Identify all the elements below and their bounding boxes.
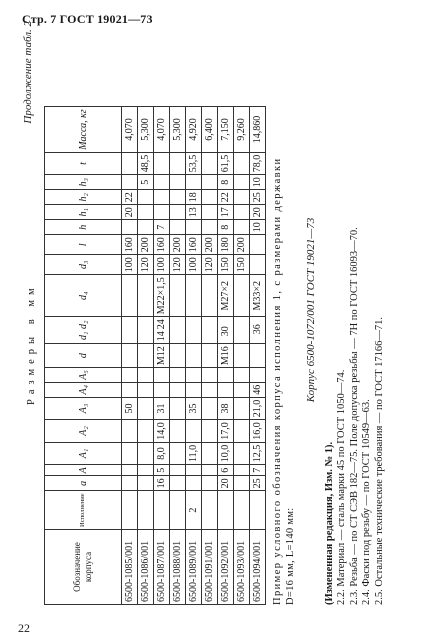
cell-l: 200	[234, 235, 250, 255]
cell-A4	[218, 382, 234, 397]
cell-d1d2	[186, 317, 202, 344]
cell-t	[154, 152, 170, 175]
cell-l: 160	[186, 235, 202, 255]
cell-A2	[122, 420, 138, 443]
cell-a	[138, 476, 154, 491]
cell-a	[122, 476, 138, 491]
cell-d3: 120	[170, 255, 186, 275]
cell-A3	[202, 397, 218, 420]
table-row	[122, 107, 138, 605]
cell-A5	[154, 368, 170, 383]
cell-h: 10	[250, 220, 266, 235]
cell-A1	[122, 442, 138, 465]
col-l: l	[45, 235, 122, 255]
cell-A3: 38	[218, 397, 234, 420]
cell-A1: 10,0	[218, 442, 234, 465]
cell-A: 6	[218, 465, 234, 476]
cell-d1d2	[234, 317, 250, 344]
cell-A5	[202, 368, 218, 383]
cell-A1	[138, 442, 154, 465]
cell-d3: 150	[218, 255, 234, 275]
page-number: 22	[18, 621, 30, 635]
cell-l: 160	[122, 235, 138, 255]
table-row	[138, 107, 154, 605]
cell-A5	[250, 368, 266, 383]
cell-d1d2	[138, 317, 154, 344]
cell-d3: 100	[154, 255, 170, 275]
cell-a: 16	[154, 476, 170, 491]
cell-h1	[234, 205, 250, 220]
cell-h2	[138, 190, 154, 205]
example-designation: Корпус 6500-1072/001 ГОСТ 19021—73	[305, 217, 317, 403]
cell-designation: 6500-1091/001	[202, 530, 218, 605]
cell-d4	[138, 275, 154, 317]
cell-A3	[234, 397, 250, 420]
cell-h: 8	[218, 220, 234, 235]
cell-l: 200	[202, 235, 218, 255]
col-A1: A₁	[45, 442, 122, 465]
cell-d1d2	[218, 317, 234, 344]
cell-h3: 8	[218, 175, 234, 190]
cell-d3: 100	[186, 255, 202, 275]
cell-A2: 16,0	[250, 420, 266, 443]
cell-A3: 31	[154, 397, 170, 420]
col-A2: A₂	[45, 420, 122, 443]
col-h3: h₃	[45, 175, 122, 190]
cell-mass: 5,300	[170, 107, 186, 152]
cell-h	[202, 220, 218, 235]
note-item: 2.4. Фаски под резьбу — по ГОСТ 10549—63.	[361, 399, 372, 605]
cell-A	[170, 465, 186, 476]
cell-A2	[202, 420, 218, 443]
cell-d4: M33×2	[250, 275, 266, 317]
sizes-caption: Размеры в мм	[26, 283, 37, 405]
cell-A3: 35	[186, 397, 202, 420]
cell-h2: 18	[186, 190, 202, 205]
cell-h3	[170, 175, 186, 190]
col-d: d	[45, 344, 122, 368]
example-line-1: Пример условного обозначения корпуса исполнения 1, с размерами державки	[272, 157, 283, 605]
cell-A4	[202, 382, 218, 397]
cell-h3: 5	[138, 175, 154, 190]
col-d3: d₃	[45, 255, 122, 275]
cell-d1: 14	[156, 331, 167, 342]
col-A5: A₅	[45, 368, 122, 383]
cell-A3: 50	[122, 397, 138, 420]
cell-A2: 14,0	[154, 420, 170, 443]
cell-mass: 9,260	[234, 107, 250, 152]
cell-d4	[186, 275, 202, 317]
cell-t: 78,0	[250, 152, 266, 175]
cell-h2	[202, 190, 218, 205]
cell-d	[234, 344, 250, 368]
cell-d1d2	[202, 317, 218, 344]
note-item: 2.5. Остальные технические требования — по ГОСТ 17166—71.	[373, 317, 385, 605]
cell-h2	[234, 190, 250, 205]
cell-t	[234, 152, 250, 175]
table-row	[234, 107, 250, 605]
cell-mass: 4,070	[122, 107, 138, 152]
cell-h3	[234, 175, 250, 190]
cell-h	[186, 220, 202, 235]
cell-d1: 30	[220, 326, 231, 337]
cell-A2	[170, 420, 186, 443]
cell-A2	[234, 420, 250, 443]
cell-A	[186, 465, 202, 476]
cell-d4: M22×1,5	[154, 275, 170, 317]
cell-designation: 6500-1093/001	[234, 530, 250, 605]
cell-mass: 14,860	[250, 107, 266, 152]
cell-designation: 6500-1089/001	[186, 530, 202, 605]
continuation-label: Продолжение табл. 2	[22, 21, 34, 124]
cell-mass: 4,070	[154, 107, 170, 152]
cell-d4: M27×2	[218, 275, 234, 317]
cell-A5	[138, 368, 154, 383]
cell-h1	[202, 205, 218, 220]
cell-A1: 12,5	[250, 442, 266, 465]
cell-A	[138, 465, 154, 476]
table-row	[186, 107, 202, 605]
cell-h1: 20	[122, 205, 138, 220]
revision-note: (Измененная редакция, Изм. № 1).	[323, 441, 335, 605]
col-t: t	[45, 152, 122, 175]
cell-t: 48,5	[138, 152, 154, 175]
cell-A5	[170, 368, 186, 383]
col-h2: h₂	[45, 190, 122, 205]
cell-h	[138, 220, 154, 235]
cell-A1	[170, 442, 186, 465]
cell-d3	[250, 255, 266, 275]
cell-d	[250, 344, 266, 368]
cell-d1d2	[122, 317, 138, 344]
col-d4: d₄	[45, 275, 122, 317]
col-a: a	[45, 476, 122, 491]
cell-h1: 17	[218, 205, 234, 220]
cell-h2	[170, 190, 186, 205]
cell-A2: 17,0	[218, 420, 234, 443]
cell-a	[234, 476, 250, 491]
cell-A	[122, 465, 138, 476]
cell-designation: 6500-1094/001	[250, 530, 266, 605]
col-A3: A₃	[45, 397, 122, 420]
cell-A3	[170, 397, 186, 420]
page-header: Стр. 7 ГОСТ 19021—73	[22, 12, 153, 26]
cell-a	[202, 476, 218, 491]
cell-h2: 22	[122, 190, 138, 205]
cell-A5	[234, 368, 250, 383]
example-line-2: D=16 мм, L=140 мм:	[284, 507, 296, 605]
cell-d	[170, 344, 186, 368]
cell-app	[138, 491, 154, 530]
cell-d: M12	[154, 344, 170, 368]
cell-A4	[122, 382, 138, 397]
cell-d4	[170, 275, 186, 317]
table-row	[202, 107, 218, 605]
dimensions-table	[44, 106, 266, 605]
cell-A1: 11,0	[186, 442, 202, 465]
col-applicability: Исполнение	[45, 491, 122, 530]
col-mass: Масса, кг	[45, 107, 122, 152]
cell-mass: 6,400	[202, 107, 218, 152]
cell-d4	[234, 275, 250, 317]
cell-d2: 36	[252, 324, 263, 335]
cell-designation: 6500-1088/001	[170, 530, 186, 605]
cell-A	[202, 465, 218, 476]
cell-A4	[170, 382, 186, 397]
note-item: 2.3. Резьба — по СТ СЭВ 182—75. Поле допуска резьбы — 7H по ГОСТ 16093—70.	[348, 227, 360, 605]
cell-mass: 7,150	[218, 107, 234, 152]
cell-d3: 150	[234, 255, 250, 275]
cell-t: 53,5	[186, 152, 202, 175]
notes-block	[272, 15, 386, 605]
col-h: h	[45, 220, 122, 235]
cell-h2: 22	[218, 190, 234, 205]
cell-app	[218, 491, 234, 530]
cell-A4: 46	[250, 382, 266, 397]
cell-app	[170, 491, 186, 530]
col-designation: Обозначение корпуса	[45, 530, 122, 605]
cell-h3: 10	[250, 175, 266, 190]
cell-t	[202, 152, 218, 175]
col-A: A	[45, 465, 122, 476]
cell-A1: 8,0	[154, 442, 170, 465]
cell-h1	[138, 205, 154, 220]
cell-a	[186, 476, 202, 491]
table-row	[170, 107, 186, 605]
table-row	[250, 107, 266, 605]
cell-A4	[138, 382, 154, 397]
cell-h3	[186, 175, 202, 190]
table-header-row	[45, 107, 122, 605]
cell-A3	[138, 397, 154, 420]
table-row	[154, 107, 170, 605]
cell-A2	[186, 420, 202, 443]
cell-d	[122, 344, 138, 368]
cell-A4	[154, 382, 170, 397]
cell-A: 7	[250, 465, 266, 476]
cell-d	[138, 344, 154, 368]
cell-A5	[186, 368, 202, 383]
cell-a: 25	[250, 476, 266, 491]
cell-l: 200	[170, 235, 186, 255]
cell-A2	[138, 420, 154, 443]
cell-d1d2	[250, 317, 266, 344]
cell-mass: 4,920	[186, 107, 202, 152]
cell-A1	[234, 442, 250, 465]
cell-h2	[154, 190, 170, 205]
cell-A5	[122, 368, 138, 383]
cell-d1d2	[154, 317, 170, 344]
cell-a: 20	[218, 476, 234, 491]
cell-d2: 24	[156, 319, 167, 330]
cell-t	[122, 152, 138, 175]
cell-designation: 6500-1092/001	[218, 530, 234, 605]
cell-h1: 20	[250, 205, 266, 220]
cell-d4	[202, 275, 218, 317]
cell-h3	[154, 175, 170, 190]
cell-A1	[202, 442, 218, 465]
cell-l: 160	[154, 235, 170, 255]
cell-h	[122, 220, 138, 235]
cell-t: 61,5	[218, 152, 234, 175]
cell-h: 7	[154, 220, 170, 235]
col-A4: A₄	[45, 382, 122, 397]
col-d1d2: d₁ d₂	[45, 317, 122, 344]
cell-A3: 21,0	[250, 397, 266, 420]
cell-h	[170, 220, 186, 235]
cell-d	[186, 344, 202, 368]
cell-designation: 6500-1085/001	[122, 530, 138, 605]
table-row	[218, 107, 234, 605]
cell-h3	[122, 175, 138, 190]
cell-A: 5	[154, 465, 170, 476]
cell-A4	[186, 382, 202, 397]
cell-app	[250, 491, 266, 530]
cell-l: 200	[138, 235, 154, 255]
cell-l: 180	[218, 235, 234, 255]
cell-A4	[234, 382, 250, 397]
cell-h1	[170, 205, 186, 220]
cell-h1: 13	[186, 205, 202, 220]
cell-A	[234, 465, 250, 476]
cell-mass: 5,300	[138, 107, 154, 152]
cell-app	[122, 491, 138, 530]
col-h1: h₁	[45, 205, 122, 220]
cell-designation: 6500-1086/001	[138, 530, 154, 605]
cell-h1	[154, 205, 170, 220]
cell-d: M16	[218, 344, 234, 368]
cell-d3: 120	[202, 255, 218, 275]
note-item: 2.2. Материал — сталь марки 45 по ГОСТ 1050—74.	[336, 369, 347, 605]
cell-app	[202, 491, 218, 530]
cell-d3: 100	[122, 255, 138, 275]
cell-d3: 120	[138, 255, 154, 275]
cell-l	[250, 235, 266, 255]
cell-d	[202, 344, 218, 368]
cell-d4	[122, 275, 138, 317]
cell-h	[234, 220, 250, 235]
rotated-page-content	[22, 15, 412, 605]
cell-a	[170, 476, 186, 491]
cell-h2: 25	[250, 190, 266, 205]
cell-d1d2	[170, 317, 186, 344]
cell-app: 2	[186, 491, 202, 530]
cell-t	[170, 152, 186, 175]
cell-app	[234, 491, 250, 530]
cell-h3	[202, 175, 218, 190]
cell-A5	[218, 368, 234, 383]
cell-designation: 6500-1087/001	[154, 530, 170, 605]
cell-app	[154, 491, 170, 530]
